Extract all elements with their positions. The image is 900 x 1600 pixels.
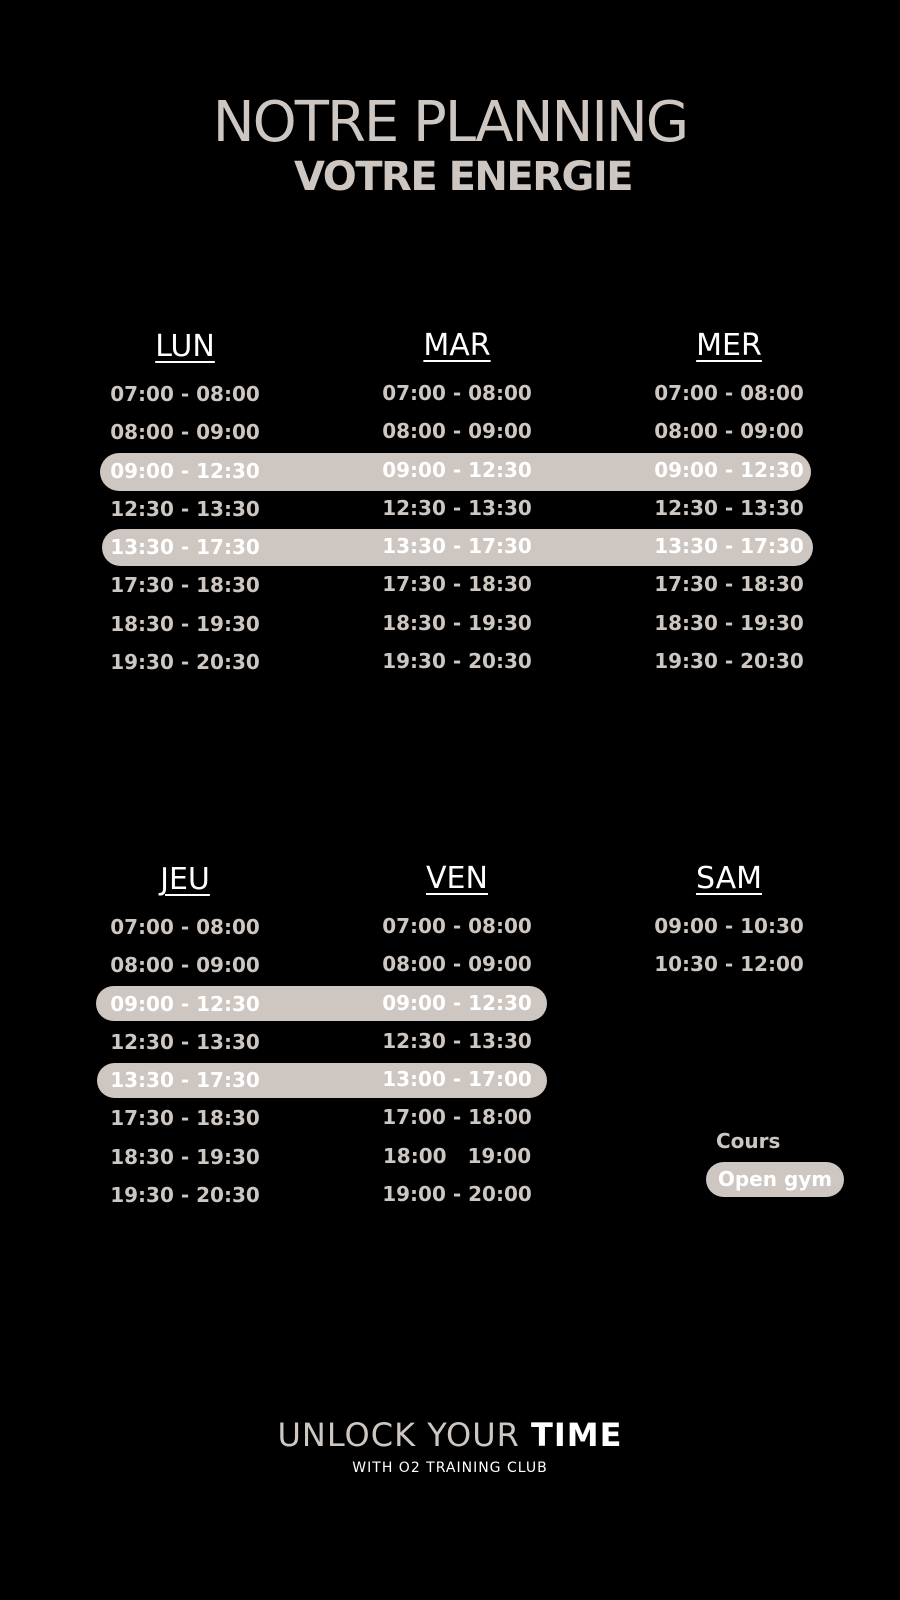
time-slot-open-gym: 13:00 - 17:00: [382, 1067, 532, 1092]
time-slot: 07:00 - 08:00: [110, 915, 260, 939]
time-slot: 08:00 - 09:00: [382, 419, 532, 444]
time-slot-open-gym: 09:00 - 12:30: [110, 991, 260, 1016]
time-slot: 08:00 - 09:00: [110, 953, 260, 978]
time-slot: 12:30 - 13:30: [382, 1028, 532, 1053]
time-slot: 19:30 - 20:30: [382, 649, 532, 674]
day-header-sam: SAM: [695, 861, 762, 896]
day-column-ven: [337, 859, 577, 1213]
time-slot: 08:00 - 09:00: [654, 419, 804, 444]
day-header-mar: MAR: [423, 328, 491, 363]
legend-open-gym: Open gym: [706, 1162, 844, 1197]
time-slot: 18:30 - 19:30: [110, 1144, 260, 1169]
time-slot: 19:30 - 20:30: [110, 1183, 260, 1208]
time-slot: 12:30 - 13:30: [654, 495, 804, 520]
time-slot: 07:00 - 08:00: [382, 914, 532, 938]
time-slot: 07:00 - 08:00: [110, 382, 260, 406]
day-column-lun: [65, 327, 305, 681]
footer-tagline: [0, 1415, 900, 1455]
time-slot: 19:30 - 20:30: [110, 650, 260, 675]
time-slot-open-gym: 09:00 - 12:30: [382, 457, 532, 482]
time-slot-open-gym: 09:00 - 12:30: [110, 458, 260, 483]
time-slot-open-gym: 09:00 - 12:30: [654, 457, 804, 482]
time-slot-open-gym: 13:30 - 17:30: [110, 535, 260, 560]
day-column-jeu: [65, 860, 305, 1214]
time-slot: 18:30 - 19:30: [654, 610, 804, 635]
time-slot: 08:00 - 09:00: [110, 420, 260, 445]
time-slot: 17:30 - 18:30: [382, 572, 532, 597]
day-header-lun: LUN: [155, 329, 215, 364]
time-slot-open-gym: 13:30 - 17:30: [382, 534, 532, 559]
time-slot: 17:30 - 18:30: [654, 572, 804, 597]
time-slot: 18:00 19:00: [382, 1143, 532, 1168]
footer-tagline-light: UNLOCK YOUR: [277, 1416, 532, 1454]
page-subtitle: VOTRE ENERGIE: [293, 154, 633, 200]
day-column-mar: [337, 326, 577, 680]
footer-subtitle: WITH O2 TRAINING CLUB: [352, 1460, 548, 1476]
time-slot: 07:00 - 08:00: [382, 381, 532, 405]
time-slot: 19:00 - 20:00: [382, 1182, 532, 1207]
footer-tagline-bold: TIME: [531, 1416, 623, 1454]
time-slot: 09:00 - 10:30: [654, 914, 804, 938]
time-slot: 17:30 - 18:30: [110, 573, 260, 598]
legend-cours: Cours: [716, 1129, 781, 1153]
day-header-mer: MER: [696, 328, 762, 363]
time-slot: 10:30 - 12:00: [654, 952, 804, 977]
day-header-ven: VEN: [426, 861, 488, 896]
time-slot: 18:30 - 19:30: [382, 610, 532, 635]
time-slot: 17:00 - 18:00: [382, 1105, 532, 1130]
time-slot: 12:30 - 13:30: [382, 495, 532, 520]
time-slot-open-gym: 13:30 - 17:30: [654, 534, 804, 559]
day-header-jeu: JEU: [160, 862, 210, 897]
time-slot: 12:30 - 13:30: [110, 1029, 260, 1054]
day-column-sam: [609, 859, 849, 984]
page-title: NOTRE PLANNING: [212, 90, 688, 155]
time-slot-open-gym: 09:00 - 12:30: [382, 990, 532, 1015]
time-slot: 18:30 - 19:30: [110, 611, 260, 636]
day-column-mer: [609, 326, 849, 680]
time-slot: 17:30 - 18:30: [110, 1106, 260, 1131]
time-slot: 07:00 - 08:00: [654, 381, 804, 405]
time-slot: 19:30 - 20:30: [654, 649, 804, 674]
time-slot-open-gym: 13:30 - 17:30: [110, 1068, 260, 1093]
time-slot: 08:00 - 09:00: [382, 952, 532, 977]
time-slot: 12:30 - 13:30: [110, 496, 260, 521]
